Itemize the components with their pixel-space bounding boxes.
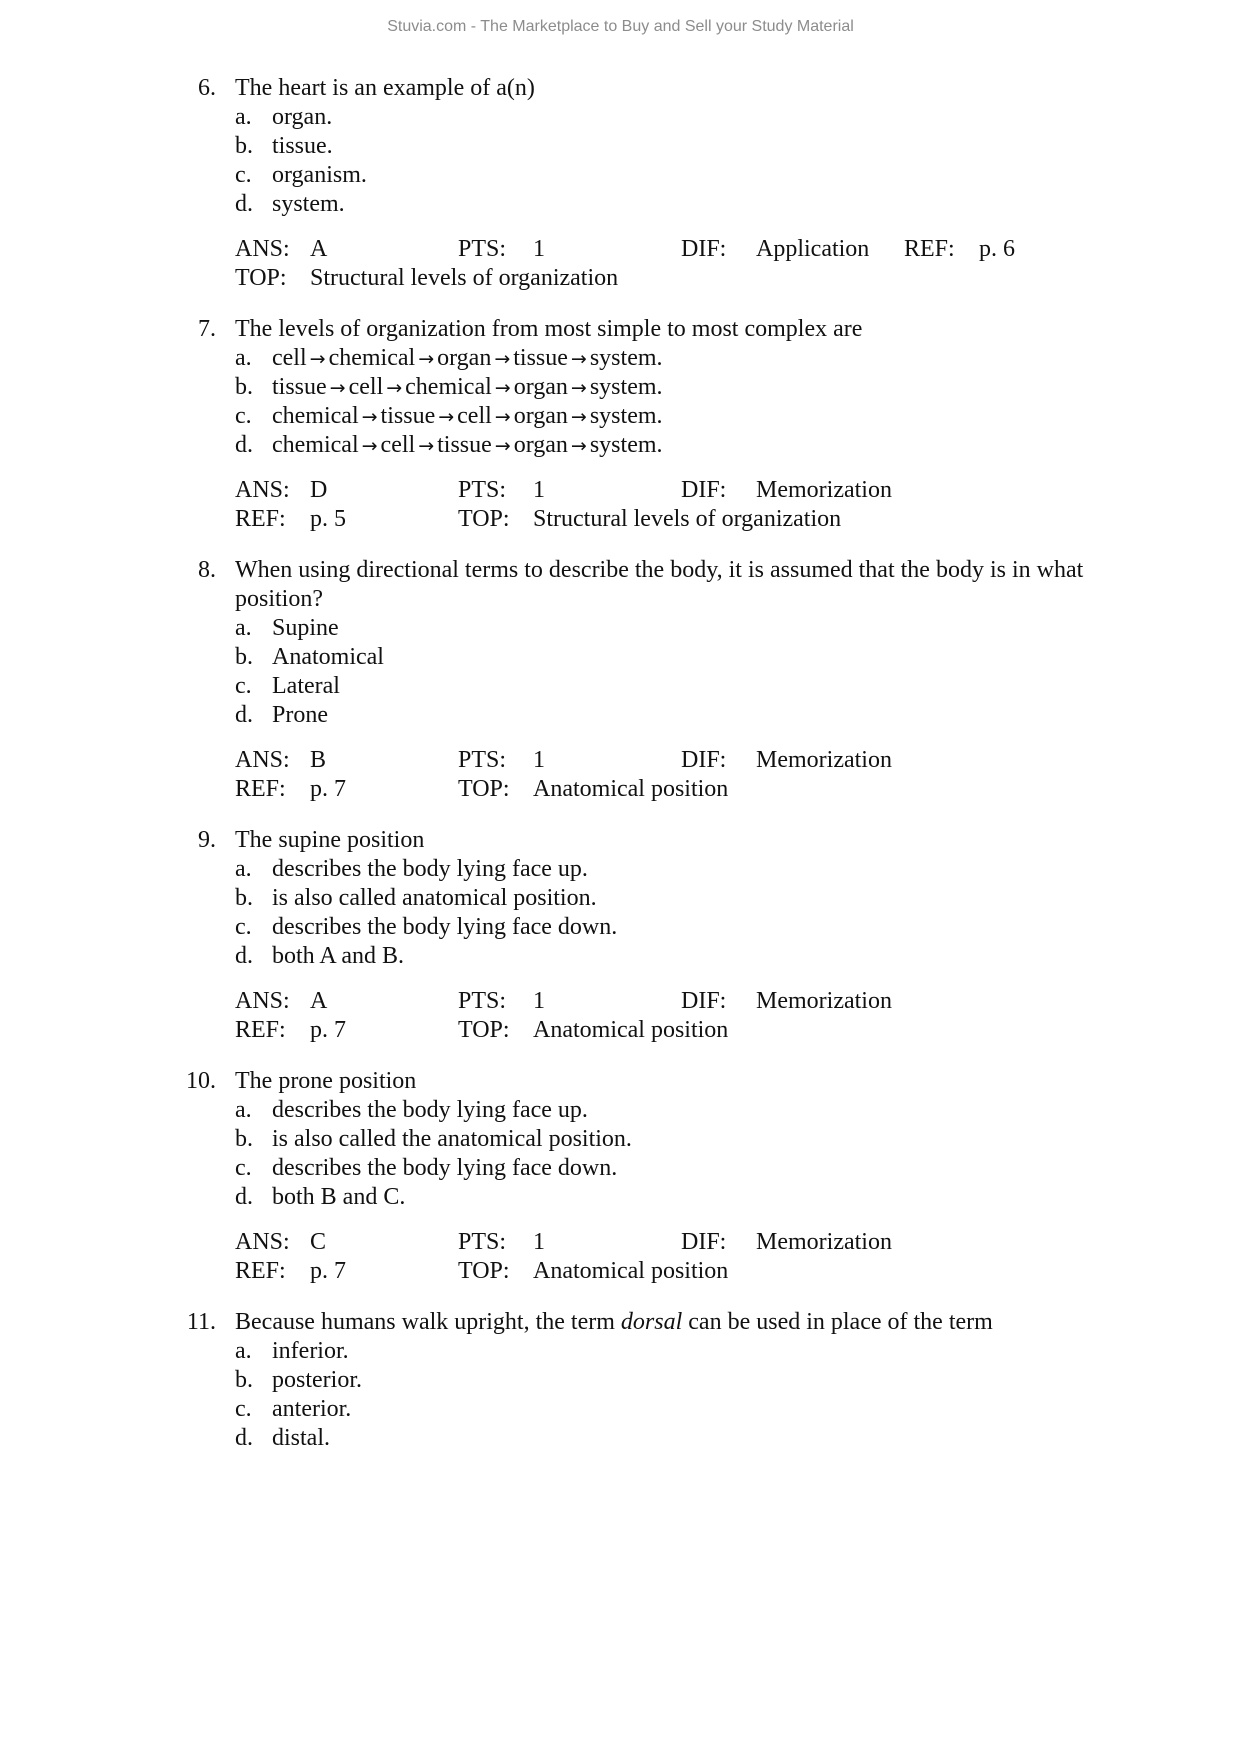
ref-label: REF: xyxy=(235,1017,286,1043)
choice-letter: d. xyxy=(235,1425,253,1451)
answer-meta xyxy=(0,987,1241,1045)
choice-c xyxy=(0,913,1241,942)
choice-letter: c. xyxy=(235,914,252,940)
sequence-term: tissue xyxy=(513,345,568,371)
ans-value: B xyxy=(310,747,327,773)
choice-text: describes the body lying face down. xyxy=(272,914,618,940)
choice-b xyxy=(0,132,1241,161)
arrow-right-icon: → xyxy=(494,406,511,428)
answer-meta xyxy=(0,235,1241,293)
question-text-continued: position? xyxy=(235,586,323,612)
choice-d xyxy=(0,190,1241,219)
choice-d xyxy=(0,1424,1241,1453)
top-label: TOP: xyxy=(458,1258,510,1284)
choice-a xyxy=(0,344,1241,373)
choice-b xyxy=(0,643,1241,672)
question-number: 6. xyxy=(198,75,216,101)
sequence-term: organ xyxy=(513,374,568,400)
pts-label: PTS: xyxy=(458,236,507,262)
sequence-term: system. xyxy=(589,374,663,400)
sequence-term: cell xyxy=(272,345,307,371)
question-number: 8. xyxy=(198,557,216,583)
sequence-term: chemical xyxy=(272,432,359,458)
choice-b xyxy=(0,373,1241,402)
pts-label: PTS: xyxy=(458,747,507,773)
ref-label: REF: xyxy=(235,506,286,532)
pts-value: 1 xyxy=(533,747,545,773)
choice-b xyxy=(0,884,1241,913)
question-text-emphasis: dorsal xyxy=(620,1309,683,1335)
choice-c xyxy=(0,1154,1241,1183)
choice-b xyxy=(0,1125,1241,1154)
choice-text: anterior. xyxy=(272,1396,352,1422)
choice-text xyxy=(272,344,663,374)
ref-value: p. 7 xyxy=(310,776,346,802)
choice-letter: b. xyxy=(235,374,253,400)
arrow-right-icon: → xyxy=(494,377,511,399)
top-value: Anatomical position xyxy=(533,1258,729,1284)
arrow-right-icon: → xyxy=(386,377,403,399)
choice-letter: d. xyxy=(235,943,253,969)
top-label: TOP: xyxy=(458,506,510,532)
arrow-right-icon: → xyxy=(418,435,435,457)
choice-letter: d. xyxy=(235,191,253,217)
question-6 xyxy=(0,74,1241,293)
question-11 xyxy=(0,1308,1241,1453)
dif-label: DIF: xyxy=(681,1229,727,1255)
choice-letter: a. xyxy=(235,345,252,371)
question-number: 10. xyxy=(186,1068,216,1094)
dif-label: DIF: xyxy=(681,747,727,773)
pts-value: 1 xyxy=(533,236,545,262)
question-text: The prone position xyxy=(235,1068,417,1094)
choice-letter: d. xyxy=(235,702,253,728)
sequence-term: cell xyxy=(380,432,416,458)
choice-text: organ. xyxy=(272,104,333,130)
answer-meta xyxy=(0,746,1241,804)
dif-value: Memorization xyxy=(756,988,892,1014)
choice-letter: a. xyxy=(235,104,252,130)
choice-letter: a. xyxy=(235,856,252,882)
question-text-pre: Because humans walk upright, the term xyxy=(235,1309,621,1335)
arrow-right-icon: → xyxy=(494,435,511,457)
choice-c xyxy=(0,1395,1241,1424)
top-value: Anatomical position xyxy=(533,776,729,802)
dif-label: DIF: xyxy=(681,988,727,1014)
question-text xyxy=(235,1308,993,1337)
question-number: 9. xyxy=(198,827,216,853)
dif-value: Memorization xyxy=(756,747,892,773)
ans-label: ANS: xyxy=(235,1229,290,1255)
ans-label: ANS: xyxy=(235,236,290,262)
arrow-right-icon: → xyxy=(329,377,346,399)
ref-value: p. 7 xyxy=(310,1017,346,1043)
choice-letter: b. xyxy=(235,1367,253,1393)
ref-value: p. 5 xyxy=(310,506,346,532)
sequence-term: system. xyxy=(589,345,663,371)
question-text-post: can be used in place of the term xyxy=(682,1309,993,1335)
choice-text: system. xyxy=(272,191,345,217)
dif-value: Memorization xyxy=(756,1229,892,1255)
choice-text: tissue. xyxy=(272,133,333,159)
choice-c xyxy=(0,402,1241,431)
sequence-term: system. xyxy=(589,403,663,429)
question-7 xyxy=(0,315,1241,534)
choice-b xyxy=(0,1366,1241,1395)
arrow-right-icon: → xyxy=(570,435,587,457)
question-number: 11. xyxy=(186,1309,216,1335)
question-list xyxy=(0,74,1241,1475)
choice-text xyxy=(272,431,663,461)
question-text: When using directional terms to describe the body, it is assumed that the body is in what xyxy=(235,557,1084,583)
dif-value: Application xyxy=(756,236,870,262)
choice-a xyxy=(0,103,1241,132)
arrow-right-icon: → xyxy=(570,377,587,399)
choice-text: Lateral xyxy=(272,673,340,699)
top-label: TOP: xyxy=(458,1017,510,1043)
choice-text: distal. xyxy=(272,1425,330,1451)
choice-letter: a. xyxy=(235,1338,252,1364)
choice-letter: c. xyxy=(235,673,252,699)
arrow-right-icon: → xyxy=(570,406,587,428)
dif-label: DIF: xyxy=(681,236,727,262)
choice-letter: d. xyxy=(235,1184,253,1210)
sequence-term: cell xyxy=(457,403,492,429)
choice-text xyxy=(272,402,663,432)
choice-a xyxy=(0,1337,1241,1366)
ans-value: C xyxy=(310,1229,327,1255)
choice-letter: a. xyxy=(235,615,252,641)
sequence-term: chemical xyxy=(328,345,416,371)
arrow-right-icon: → xyxy=(361,406,378,428)
choice-letter: b. xyxy=(235,885,253,911)
answer-meta xyxy=(0,1228,1241,1286)
choice-text: both B and C. xyxy=(272,1184,406,1210)
ref-label: REF: xyxy=(235,1258,286,1284)
choice-text: is also called the anatomical position. xyxy=(272,1126,632,1152)
choice-letter: b. xyxy=(235,1126,253,1152)
choice-a xyxy=(0,855,1241,884)
ans-label: ANS: xyxy=(235,988,290,1014)
choice-text xyxy=(272,373,663,403)
pts-value: 1 xyxy=(533,988,545,1014)
choice-c xyxy=(0,672,1241,701)
choice-text: describes the body lying face up. xyxy=(272,1097,588,1123)
pts-value: 1 xyxy=(533,1229,545,1255)
choice-text: organism. xyxy=(272,162,367,188)
choice-text: Prone xyxy=(272,702,328,728)
top-value: Anatomical position xyxy=(533,1017,729,1043)
ref-value: p. 7 xyxy=(310,1258,346,1284)
choice-d xyxy=(0,1183,1241,1212)
arrow-right-icon: → xyxy=(438,406,455,428)
choice-d xyxy=(0,431,1241,460)
question-10 xyxy=(0,1067,1241,1286)
ans-value: A xyxy=(310,988,328,1014)
ans-value: D xyxy=(310,477,328,503)
sequence-term: tissue xyxy=(437,432,492,458)
sequence-term: chemical xyxy=(272,403,359,429)
answer-meta xyxy=(0,476,1241,534)
choice-letter: b. xyxy=(235,644,253,670)
ans-value: A xyxy=(310,236,328,262)
question-number: 7. xyxy=(198,316,216,342)
choice-letter: c. xyxy=(235,1396,252,1422)
sequence-term: chemical xyxy=(405,374,492,400)
sequence-term: organ xyxy=(513,432,568,458)
question-8 xyxy=(0,556,1241,804)
choice-letter: c. xyxy=(235,1155,252,1181)
choice-d xyxy=(0,701,1241,730)
choice-a xyxy=(0,1096,1241,1125)
sequence-term: tissue xyxy=(272,374,327,400)
choice-text: describes the body lying face up. xyxy=(272,856,588,882)
arrow-right-icon: → xyxy=(494,348,511,370)
choice-c xyxy=(0,161,1241,190)
top-value: Structural levels of organization xyxy=(310,265,619,291)
ref-label: REF: xyxy=(235,776,286,802)
pts-label: PTS: xyxy=(458,988,507,1014)
sequence-term: organ xyxy=(437,345,492,371)
arrow-right-icon: → xyxy=(309,348,326,370)
choice-text: is also called anatomical position. xyxy=(272,885,597,911)
choice-letter: b. xyxy=(235,133,253,159)
choice-text: Anatomical xyxy=(272,644,384,670)
dif-label: DIF: xyxy=(681,477,727,503)
choice-text: inferior. xyxy=(272,1338,349,1364)
choice-letter: d. xyxy=(235,432,253,458)
top-label: TOP: xyxy=(235,265,287,291)
choice-text: Supine xyxy=(272,615,339,641)
arrow-right-icon: → xyxy=(361,435,378,457)
arrow-right-icon: → xyxy=(418,348,435,370)
pts-value: 1 xyxy=(533,477,545,503)
top-label: TOP: xyxy=(458,776,510,802)
pts-label: PTS: xyxy=(458,477,507,503)
ref-value: p. 6 xyxy=(979,236,1015,262)
dif-value: Memorization xyxy=(756,477,892,503)
question-text: The heart is an example of a(n) xyxy=(235,75,535,101)
sequence-term: tissue xyxy=(380,403,436,429)
question-text: The supine position xyxy=(235,827,425,853)
choice-text: describes the body lying face down. xyxy=(272,1155,618,1181)
watermark: Stuvia.com - The Marketplace to Buy and Sell your Study Material xyxy=(387,18,854,35)
choice-a xyxy=(0,614,1241,643)
choice-d xyxy=(0,942,1241,971)
choice-text: both A and B. xyxy=(272,943,405,969)
sequence-term: system. xyxy=(589,432,663,458)
choice-letter: a. xyxy=(235,1097,252,1123)
ans-label: ANS: xyxy=(235,477,290,503)
top-value: Structural levels of organization xyxy=(533,506,842,532)
question-9 xyxy=(0,826,1241,1045)
pts-label: PTS: xyxy=(458,1229,507,1255)
arrow-right-icon: → xyxy=(570,348,587,370)
sequence-term: cell xyxy=(348,374,384,400)
sequence-term: organ xyxy=(513,403,568,429)
choice-letter: c. xyxy=(235,403,252,429)
choice-letter: c. xyxy=(235,162,252,188)
ref-label: REF: xyxy=(904,236,955,262)
question-text: The levels of organization from most simple to most complex are xyxy=(235,316,863,342)
ans-label: ANS: xyxy=(235,747,290,773)
choice-text: posterior. xyxy=(272,1367,362,1393)
